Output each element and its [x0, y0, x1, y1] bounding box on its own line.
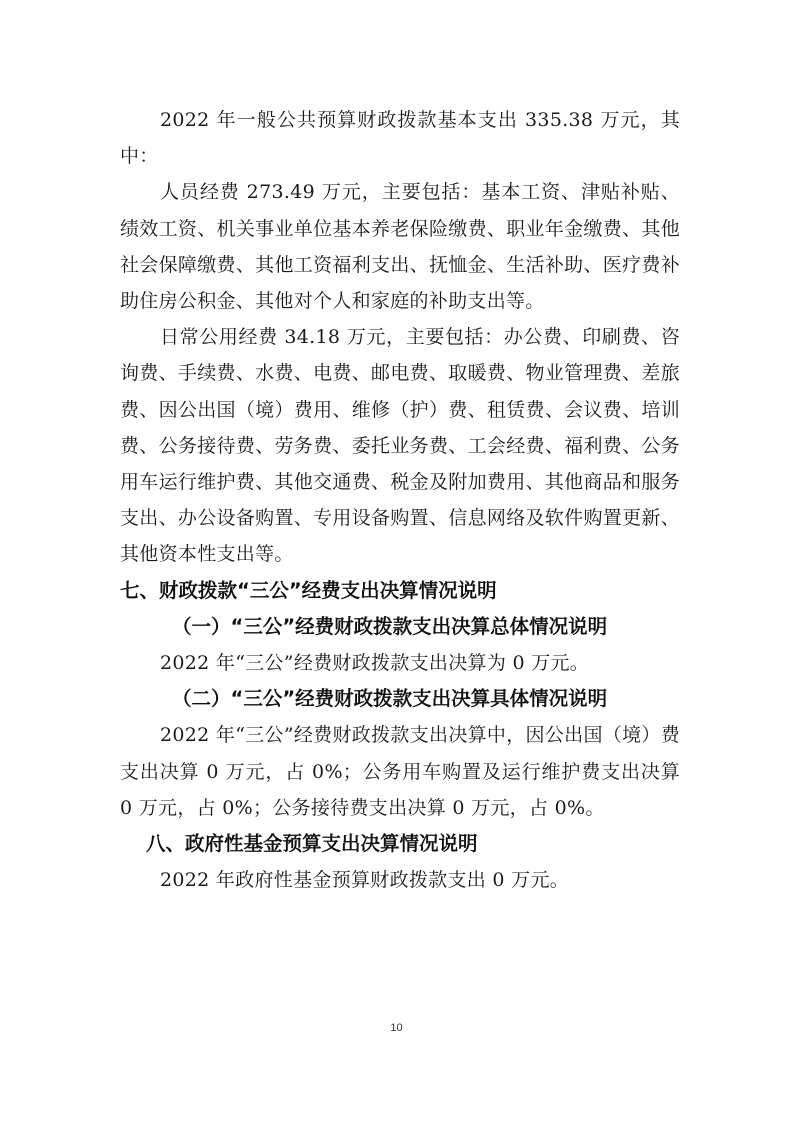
heading-section-7: 七、财政拨款“三公”经费支出决算情况说明 — [120, 578, 497, 602]
paragraph-basic-expenditure: 2022 年一般公共预算财政拨款基本支出 335.38 万元，其中： — [120, 109, 680, 168]
paragraph-three-public-detail: 2022 年“三公”经费财政拨款支出决算中，因公出国（境）费支出决算 0 万元，占 0%；公务用车购置及运行维护费支出决算 0 万元，占 0%；公务接待费支出决算 0 万元，占 0%。 — [120, 724, 680, 819]
paragraph-personnel-expenses: 人员经费 273.49 万元，主要包括：基本工资、津贴补贴、绩效工资、机关事业单位基本养老保险缴费、职业年金缴费、其他社会保障缴费、其他工资福利支出、抚恤金、生活补助、医疗费补助住房公积金、其他对个人和家庭的补助支出等。 — [120, 181, 680, 313]
heading-subsection-2: （二）“三公”经费财政拨款支出决算具体情况说明 — [172, 687, 608, 711]
heading-subsection-1: （一）“三公”经费财政拨款支出决算总体情况说明 — [172, 614, 608, 638]
paragraph-public-expenses: 日常公用经费 34.18 万元，主要包括：办公费、印刷费、咨询费、手续费、水费、电费、邮电费、取暖费、物业管理费、差旅费、因公出国（境）费用、维修（护）费、租赁费、会议费、培训费、公务接待费、劳务费、委托业务费、工会经费、福利费、公务用车运行维护费、其他交通费、税金及附加费用、其他商品和服务支出、办公设备购置、专用设备购置、信息网络及软件购置更新、其他资本性支出等。 — [120, 326, 680, 566]
heading-section-8: 八、政府性基金预算支出决算情况说明 — [146, 832, 478, 856]
page-number: 10 — [390, 1022, 403, 1034]
paragraph-government-fund: 2022 年政府性基金预算财政拨款支出 0 万元。 — [160, 869, 570, 892]
paragraph-three-public-total: 2022 年“三公”经费财政拨款支出决算为 0 万元。 — [160, 652, 590, 675]
document-body — [120, 102, 680, 898]
